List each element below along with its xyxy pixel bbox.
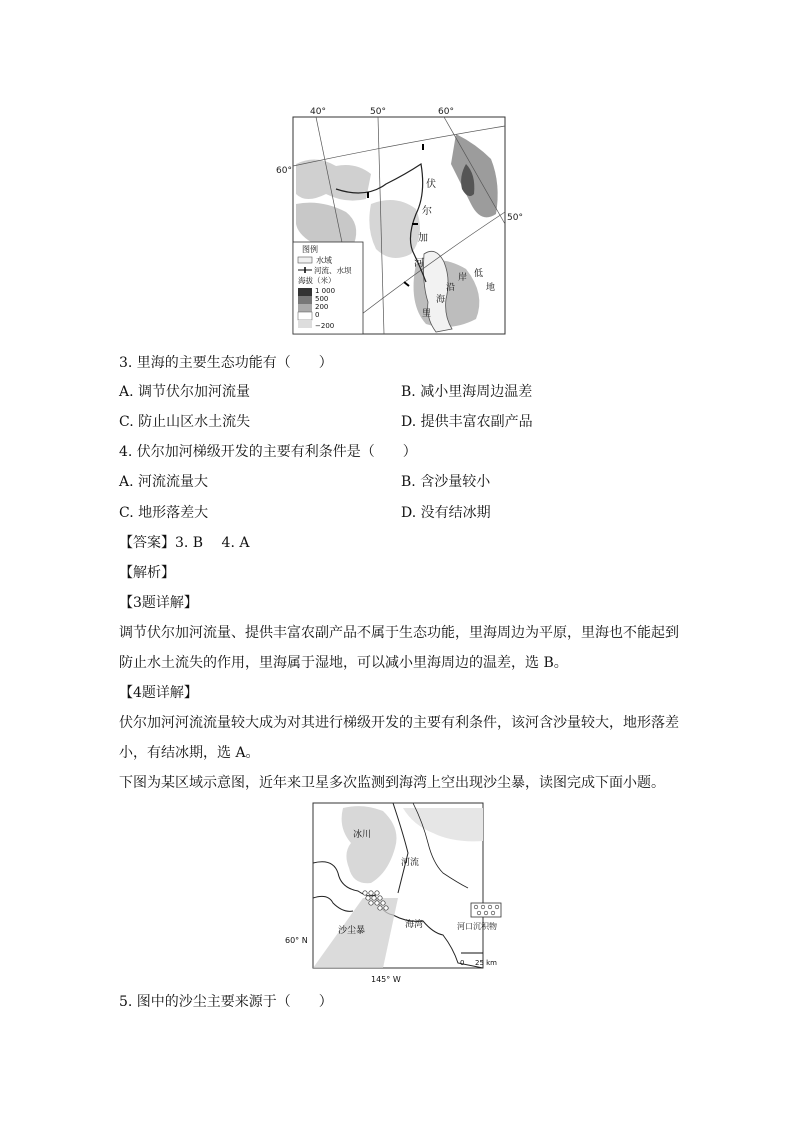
legend-river-dam: 河流、水坝 [314, 266, 352, 275]
sea-char-5: 低 [474, 269, 484, 279]
scale-zero: 0 [460, 959, 465, 967]
legend-elev-title: 海拔（米） [298, 276, 336, 285]
q5-stem: 5. 图中的沙尘主要来源于（ ） [119, 994, 333, 1010]
q4-option-b: B. 含沙量较小 [401, 474, 491, 490]
q3-stem: 3. 里海的主要生态功能有（ ） [119, 355, 333, 371]
glacier-label: 冰川 [353, 830, 372, 840]
q4-option-d: D. 没有结冰期 [401, 505, 491, 521]
sea-char-2: 海 [436, 295, 446, 305]
intro-paragraph-2: 下图为某区域示意图，近年来卫星多次监测到海湾上空出现沙尘暴，读图完成下面小题。 [119, 775, 665, 791]
lat-60n-label: 60° N [285, 936, 308, 945]
q3-option-a: A. 调节伏尔加河流量 [119, 384, 251, 400]
q4-option-a: A. 河流流量大 [119, 474, 209, 490]
legend-level-500: 500 [315, 295, 329, 303]
lon-label-60: 60° [438, 107, 454, 117]
sea-char-1: 里 [422, 309, 432, 319]
legend-water: 水域 [316, 256, 332, 265]
legend-level-200: 200 [315, 303, 329, 311]
q4-detail-label: 【4题详解】 [119, 685, 198, 701]
lat-label-60: 60° [276, 166, 292, 176]
river-label: 河流 [401, 858, 420, 868]
river-char-1: 伏 [426, 179, 436, 190]
legend-level-0: 0 [315, 311, 320, 319]
dust-map-svg [283, 803, 523, 985]
q3-detail-text: 调节伏尔加河流量、提供丰富农副产品不属于生态功能，里海周边为平原，里海也不能起到防止水土流失的作用，里海属于湿地，可以减小里海周边的温差，选 B。 [119, 625, 679, 671]
q3-detail-label: 【3题详解】 [119, 595, 198, 611]
analysis-label: 【解析】 [119, 565, 175, 581]
lon-label-40: 40° [310, 107, 326, 117]
lat-label-50: 50° [507, 213, 523, 223]
q3-option-b: B. 减小里海周边温差 [401, 384, 533, 400]
lon-label-50: 50° [370, 107, 386, 117]
q3-option-c: C. 防止山区水土流失 [119, 414, 251, 430]
map1-legend [293, 242, 363, 334]
river-char-4: 河 [414, 258, 424, 269]
legend-title: 图例 [302, 245, 318, 254]
q4-stem: 4. 伏尔加河梯级开发的主要有利条件是（ ） [119, 444, 417, 460]
dust-storm-map [283, 803, 523, 989]
sea-char-6: 地 [486, 283, 496, 293]
river-char-2: 尔 [422, 206, 432, 217]
river-char-3: 加 [418, 233, 428, 244]
volga-map-svg [276, 104, 523, 336]
sea-char-4: 岸 [458, 273, 468, 283]
legend-level-1000: 1 000 [315, 287, 336, 295]
answer-line: 【答案】3. B 4. A [119, 535, 250, 551]
lon-145w-label: 145° W [371, 975, 401, 984]
q3-option-d: D. 提供丰富农副产品 [401, 414, 533, 430]
q4-detail-text: 伏尔加河河流流量较大成为对其进行梯级开发的主要有利条件，该河含沙量较大，地形落差小，有结冰期，选 A。 [119, 715, 679, 761]
q4-option-c: C. 地形落差大 [119, 505, 209, 521]
scale-km: 25 km [475, 959, 498, 967]
sea-char-3: 沿 [446, 283, 456, 293]
dust-storm-label: 沙尘暴 [338, 926, 366, 936]
bay-label: 海湾 [405, 920, 424, 930]
sediment-legend-label: 河口沉积物 [457, 922, 497, 931]
volga-caspian-map [276, 104, 523, 340]
legend-level-minus200: −200 [315, 322, 335, 330]
